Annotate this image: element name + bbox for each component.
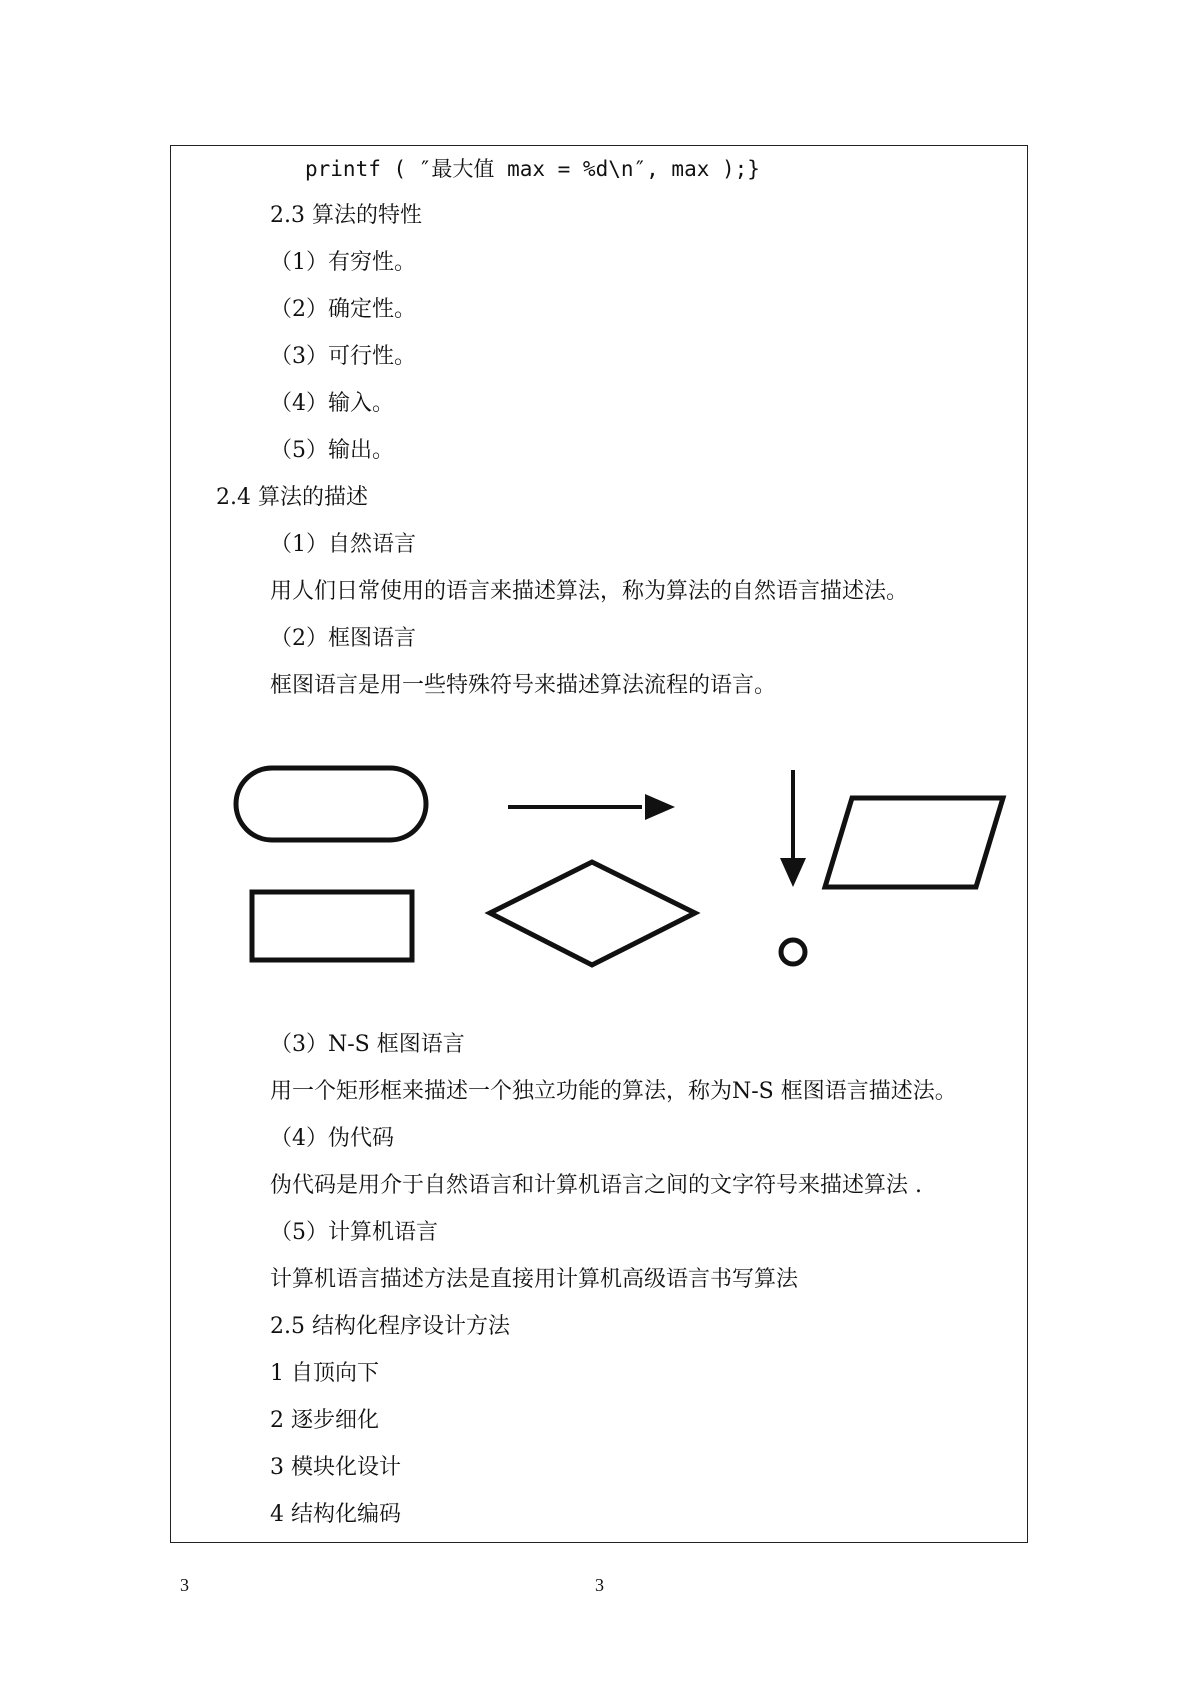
list-item: 4 结构化编码 [270, 1502, 401, 1527]
paragraph: 框图语言是用一些特殊符号来描述算法流程的语言。 [270, 673, 777, 698]
list-item: （3）可行性。 [270, 344, 416, 369]
io-parallelogram [825, 798, 1003, 887]
flowchart-symbols [180, 740, 1020, 990]
connector-circle [781, 940, 805, 964]
flow-arrow-horizontal [508, 794, 675, 820]
process-rectangle [252, 892, 412, 960]
paragraph: 伪代码是用介于自然语言和计算机语言之间的文字符号来描述算法 . [270, 1173, 922, 1198]
page-number-left: 3 [180, 1575, 189, 1595]
list-item: （5）输出。 [270, 438, 394, 463]
flow-arrow-vertical [780, 770, 806, 887]
list-item: 1 自顶向下 [270, 1361, 379, 1386]
paragraph: 计算机语言描述方法是直接用计算机高级语言书写算法 [270, 1267, 799, 1292]
code-line: printf ( ″最大值 max = %d\n″, max );} [305, 157, 760, 181]
page-number-center: 3 [595, 1575, 604, 1595]
item-title: （4）伪代码 [270, 1126, 394, 1151]
item-title: （3）N-S 框图语言 [270, 1032, 465, 1057]
list-item: 2 逐步细化 [270, 1408, 379, 1433]
terminal-symbol [236, 768, 426, 840]
decision-diamond [490, 862, 695, 965]
list-item: 3 模块化设计 [270, 1455, 401, 1480]
section-2-4-title: 2.4 算法的描述 [216, 485, 368, 510]
section-2-5-title: 2.5 结构化程序设计方法 [270, 1314, 510, 1339]
paragraph: 用一个矩形框来描述一个独立功能的算法，称为N-S 框图语言描述法。 [270, 1079, 957, 1104]
list-item: （1）有穷性。 [270, 250, 416, 275]
list-item: （2）确定性。 [270, 297, 416, 322]
list-item: （4）输入。 [270, 391, 394, 416]
paragraph: 用人们日常使用的语言来描述算法，称为算法的自然语言描述法。 [270, 579, 909, 604]
item-title: （1）自然语言 [270, 532, 416, 557]
item-title: （2）框图语言 [270, 626, 416, 651]
item-title: （5）计算机语言 [270, 1220, 438, 1245]
section-2-3-title: 2.3 算法的特性 [270, 203, 422, 228]
